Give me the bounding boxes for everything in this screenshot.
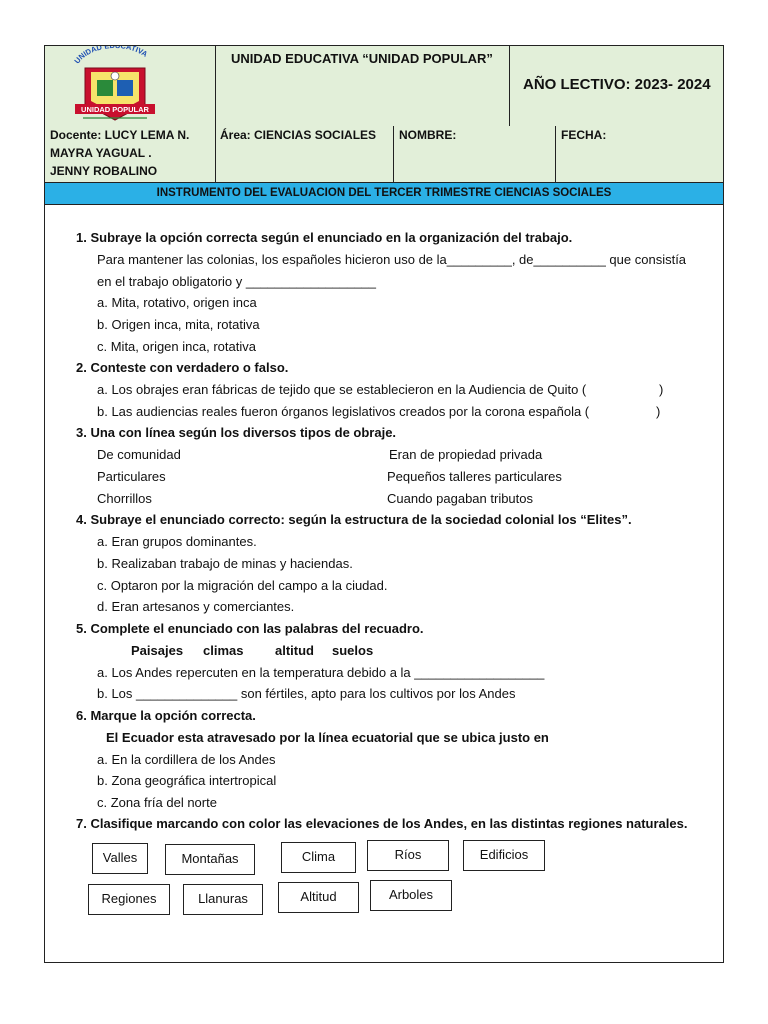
question-5-option-b: b. Los ______________ son fértiles, apto para los cultivos por los Andes (97, 686, 516, 701)
word-box-item: climas (203, 643, 244, 658)
svg-text:UNIDAD EDUCATIVA: UNIDAD E CATIVA (72, 46, 150, 66)
question-1-line-2: en el trabajo obligatorio y __________________ (97, 274, 377, 289)
word-box-edificios[interactable]: Edificios (463, 840, 545, 871)
school-crest-icon (45, 46, 215, 126)
teacher-2: MAYRA YAGUAL . (50, 146, 152, 160)
question-4-title: 4. Subraye el enunciado correcto: según la estructura de la sociedad colonial los “Elites”. (76, 512, 632, 527)
header (45, 46, 723, 127)
question-3-right-2: Pequeños talleres particulares (387, 469, 562, 484)
question-1-line-1: Para mantener las colonias, los españoles hicieron uso de la_________, de__________ que consistía (97, 252, 687, 267)
info-row (45, 126, 723, 183)
question-4-option-a: a. Eran grupos dominantes. (97, 534, 257, 549)
question-3-left-2: Particulares (97, 469, 166, 484)
question-3-right-3: Cuando pagaban tributos (387, 491, 534, 506)
question-1-option-b: b. Origen inca, mita, rotativa (97, 317, 260, 332)
question-7-title: 7. Clasifique marcando con color las elevaciones de los Andes, en las distintas regiones naturales. (76, 816, 688, 831)
name-label: NOMBRE: (399, 128, 457, 142)
school-year: AÑO LECTIVO: 2023- 2024 (523, 76, 711, 93)
word-box-rios[interactable]: Ríos (367, 840, 449, 871)
word-box-llanuras[interactable]: Llanuras (183, 884, 263, 915)
question-3-left-1: De comunidad (97, 447, 181, 462)
school-name: UNIDAD EDUCATIVA “UNIDAD POPULAR” (231, 51, 493, 66)
word-box-altitud[interactable]: Altitud (278, 882, 359, 913)
word-box-item: altitud (275, 643, 314, 658)
question-6-title: 6. Marque la opción correcta. (76, 708, 256, 723)
question-4-option-c: c. Optaron por la migración del campo a la ciudad. (97, 578, 388, 593)
question-3-left-3: Chorrillos (97, 491, 152, 506)
question-6-option-a: a. En la cordillera de los Andes (97, 752, 276, 767)
question-5-option-a: a. Los Andes repercuten en la temperatura debido a la __________________ (97, 665, 545, 680)
word-box-item: Paisajes (131, 643, 184, 658)
teacher-3: JENNY ROBALINO (50, 164, 158, 178)
teacher-1: Docente: LUCY LEMA N. (50, 128, 190, 142)
question-1-title: 1. Subraye la opción correcta según el enunciado en la organización del trabajo. (76, 230, 573, 245)
question-6-stem: El Ecuador esta atravesado por la línea ecuatorial que se ubica justo en (106, 730, 549, 745)
school-logo (45, 46, 215, 126)
question-2-a-close: ) (659, 382, 664, 397)
word-box-valles[interactable]: Valles (92, 843, 148, 874)
question-2-option-a: a. Los obrajes eran fábricas de tejido que se establecieron en la Audiencia de Quito ( (97, 382, 587, 397)
question-3-title: 3. Una con línea según los diversos tipos de obraje. (76, 425, 397, 440)
question-3-right-1: Eran de propiedad privada (389, 447, 543, 462)
question-2-b-close: ) (656, 404, 661, 419)
question-6-option-c: c. Zona fría del norte (97, 795, 217, 810)
question-4-option-d: d. Eran artesanos y comerciantes. (97, 599, 295, 614)
question-5-title: 5. Complete el enunciado con las palabras del recuadro. (76, 621, 424, 636)
worksheet (44, 45, 724, 963)
question-4-option-b: b. Realizaban trabajo de minas y haciendas. (97, 556, 353, 571)
word-box-clima[interactable]: Clima (281, 842, 356, 873)
word-box-regiones[interactable]: Regiones (88, 884, 170, 915)
svg-text:UNIDAD POPULAR: UNIDAD POPULAR (81, 105, 149, 114)
question-6-option-b: b. Zona geográfica intertropical (97, 773, 277, 788)
evaluation-title: INSTRUMENTO DEL EVALUACION DEL TERCER TRIMESTRE CIENCIAS SOCIALES (45, 183, 723, 205)
question-2-option-b: b. Las audiencias reales fueron órganos legislativos creados por la corona española ( (97, 404, 590, 419)
area-label: Área: CIENCIAS SOCIALES (220, 128, 377, 142)
word-box-arboles[interactable]: Arboles (370, 880, 452, 911)
question-1-option-c: c. Mita, origen inca, rotativa (97, 339, 256, 354)
date-label: FECHA: (561, 128, 607, 142)
question-1-option-a: a. Mita, rotativo, origen inca (97, 295, 257, 310)
word-box-item: suelos (332, 643, 374, 658)
question-2-title: 2. Conteste con verdadero o falso. (76, 360, 289, 375)
word-box-montanas[interactable]: Montañas (165, 844, 255, 875)
